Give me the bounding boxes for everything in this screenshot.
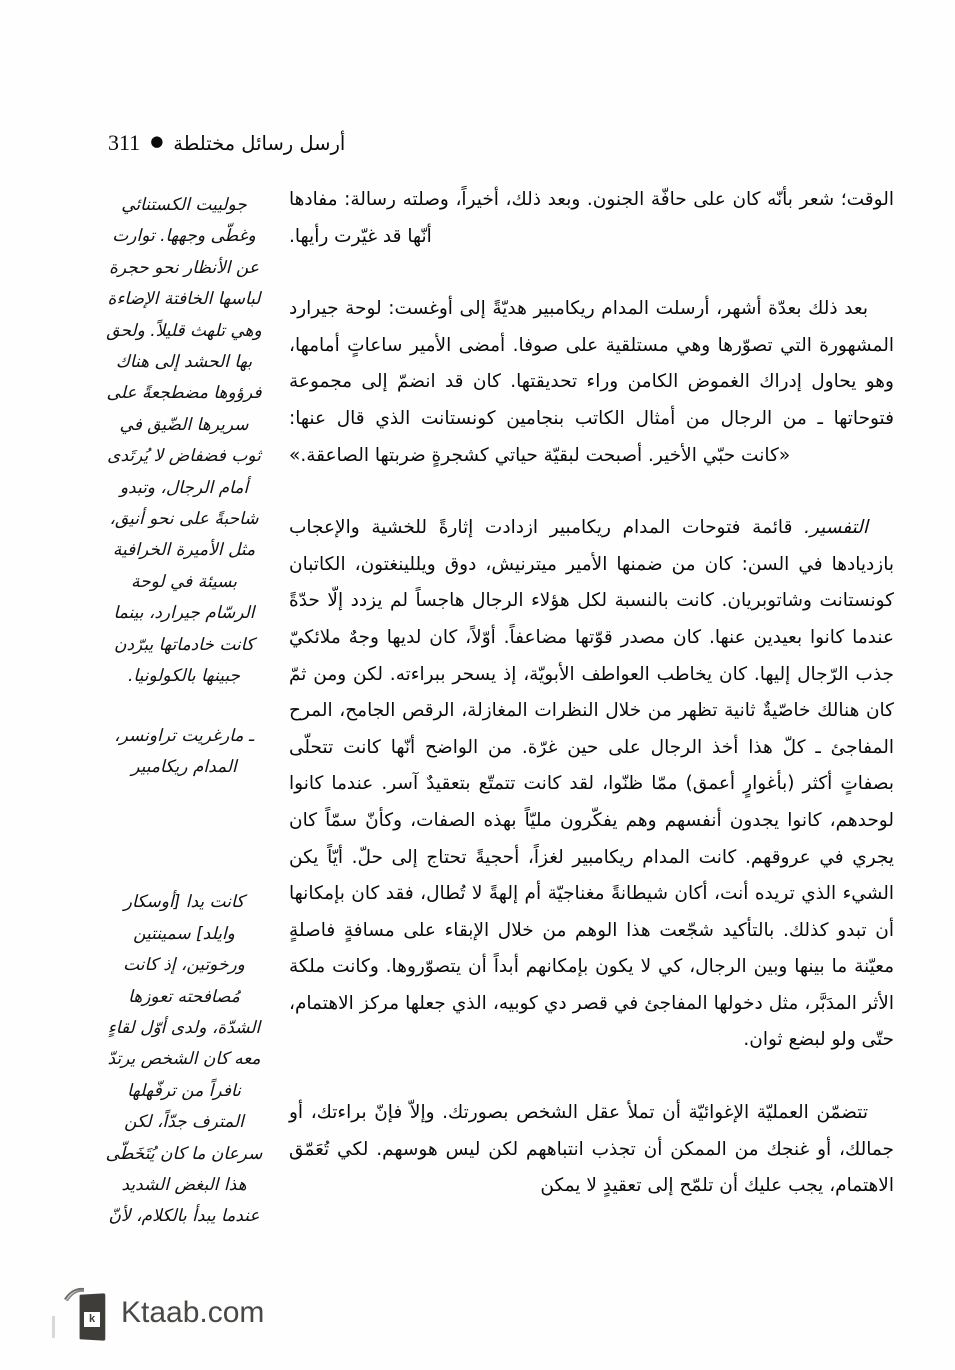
main-text-column bbox=[289, 182, 894, 1205]
page-edge-mark bbox=[52, 1316, 55, 1338]
ktaab-logo-text: Ktaab.com bbox=[121, 1296, 265, 1329]
paragraph-continuation: الوقت؛ شعر بأنّه كان على حافّة الجنون. وبعد ذلك، أخيراً، وصلته رسالة: مفادها أنّها قد غيّرت رأيها. bbox=[289, 189, 894, 247]
page-number: 311 bbox=[108, 130, 141, 155]
running-head-separator: ● bbox=[150, 131, 164, 150]
margin-notes-column bbox=[104, 190, 264, 1233]
open-book-icon bbox=[62, 1284, 114, 1342]
margin-note-1-attribution: ـ مارغريت تراونسر، المدام ريكامبير bbox=[114, 725, 254, 777]
running-head-title: أرسل رسائل مختلطة bbox=[173, 131, 346, 155]
margin-note-2: كانت يدا [أوسكار وايلد] سمينتين ورخوتين، إذ كانت مُصافحته تعوزها الشدّة، ولدى أوّل لقاءٍ معه كان الشخص يرتدّ نافراً من ترفّهلها المترف جدّاً، لكن سرعان ما كان يُتَخَطّى هذا البغض الشديد عندما يبدأ بالكلام، لأنّ bbox=[105, 892, 263, 1227]
paragraph-gift: بعد ذلك بعدّة أشهر، أرسلت المدام ريكامبير هديّةً إلى أوغست: لوحة جيرارد المشهورة التي تصوّرها وهي مستلقية على صوفا. أمضى الأمير ساعاتٍ أمامها، وهو يحاول إدراك الغموض الكامن وراء تحديقتها. كان قد انضمّ إلى مجموعة فتوحاتها ـ من الرجال من أمثال الكاتب بنجامين كونستانت الذي قال عنها: «كانت حبّي الأخير. أصبحت لبقيّة حياتي كشجرةٍ ضربتها الصاعقة.» bbox=[289, 298, 894, 466]
book-letter-k: k bbox=[84, 1312, 100, 1327]
ktaab-watermark[interactable] bbox=[62, 1282, 322, 1344]
paragraph-seduction: تتضمّن العمليّة الإغوائيّة أن تملأ عقل الشخص بصورتك. وإلاّ فإنّ براءتك، أو جمالك، أو غنجك من الممكن أن تجذب انتباههم لكن ليس هوسهم. لكي تُعَمّق الاهتمام، يجب عليك أن تلمّح إلى تعقيدٍ لا يمكن bbox=[289, 1102, 894, 1197]
paragraph-interpretation bbox=[289, 510, 894, 1059]
page-content bbox=[104, 182, 894, 1227]
margin-note-1: جولييت الكستنائي وغطّى وجهها. توارت عن الأنظار نحو حجرة لباسها الخافتة الإضاءة وهي تلهث قليلاً. ولحق بها الحشد إلى هناك فرؤوها مضطجعةً على سريرها الضّيق في ثوب فضفاض لا يُرتَدى أمام الرجال، وتبدو شاحبةً على نحو أنيق، مثل الأميرة الخرافية بسيئة في لوحة الرسّام جيرارد، بينما كانت خادماتها يبرّدن جبينها بالكولونيا. bbox=[106, 195, 262, 687]
interpretation-body: قائمة فتوحات المدام ريكامبير ازدادت إثارةً للخشية والإعجاب بازديادها في السن: كان من ضمنها الأمير ميترنيش، دوق ويللينغتون، الكاتبان كونستانت وشاتوبريان. كانت بالنسبة لكل هؤلاء الرجال هاجساً لم يزدد إلّا حدّةً عندما كانوا بعيدين عنها. كان مصدر قوّتها مضاعفاً. أوّلاً، كان لديها وجهٌ ملائكيّ جذب الرّجال إليها. كان يخاطب العواطف الأبويّة، إذ يسحر ببراءته. لكن ومن ثمّ كان هنالك خاصّيةٌ ثانية تظهر من خلال النظرات المغازلة، الرقص الجامح، المرح المفاجئ ـ كلّ هذا أخذ الرجال على حين غرّة. من الواضح أنّها كانت تتحلّى بصفاتٍ أكثر (بأغوارٍ أعمق) ممّا ظنّوا، لقد كانت تتمتّع بتعقيدٌ آسر. عندما كانوا لوحدهم، كانوا يجدون أنفسهم وهم يفكّرون مليّاً بهذه الصفات، وكأنّ سمّاً كان يجري في عروقهم. كانت المدام ريكامبير لغزاً، أحجيةً تحتاج إلى حلّ. أيّاً يكن الشيء الذي تريده أنت، أكان شيطانةً مغناجيّة أم إلهةً لا تُطال، فقد كان بإمكانها أن تبدو كذلك. بالتأكيد شجّعت هذا الوهم من خلال الإبقاء على مسافةٍ فاصلةٍ معيّنة ما بينها وبين الرجال، كي لا يكون بإمكانهم أبداً أن يتصوّروها. وكانت ملكة الأثر المدَبَّر، مثل دخولها المفاجئ في قصر دي كوبيه، الذي جعلها مركز الاهتمام، حتّى ولو لبضع ثوان. bbox=[289, 517, 894, 1051]
interpretation-lead-label: التفسير. bbox=[804, 517, 868, 539]
running-head bbox=[108, 126, 408, 160]
